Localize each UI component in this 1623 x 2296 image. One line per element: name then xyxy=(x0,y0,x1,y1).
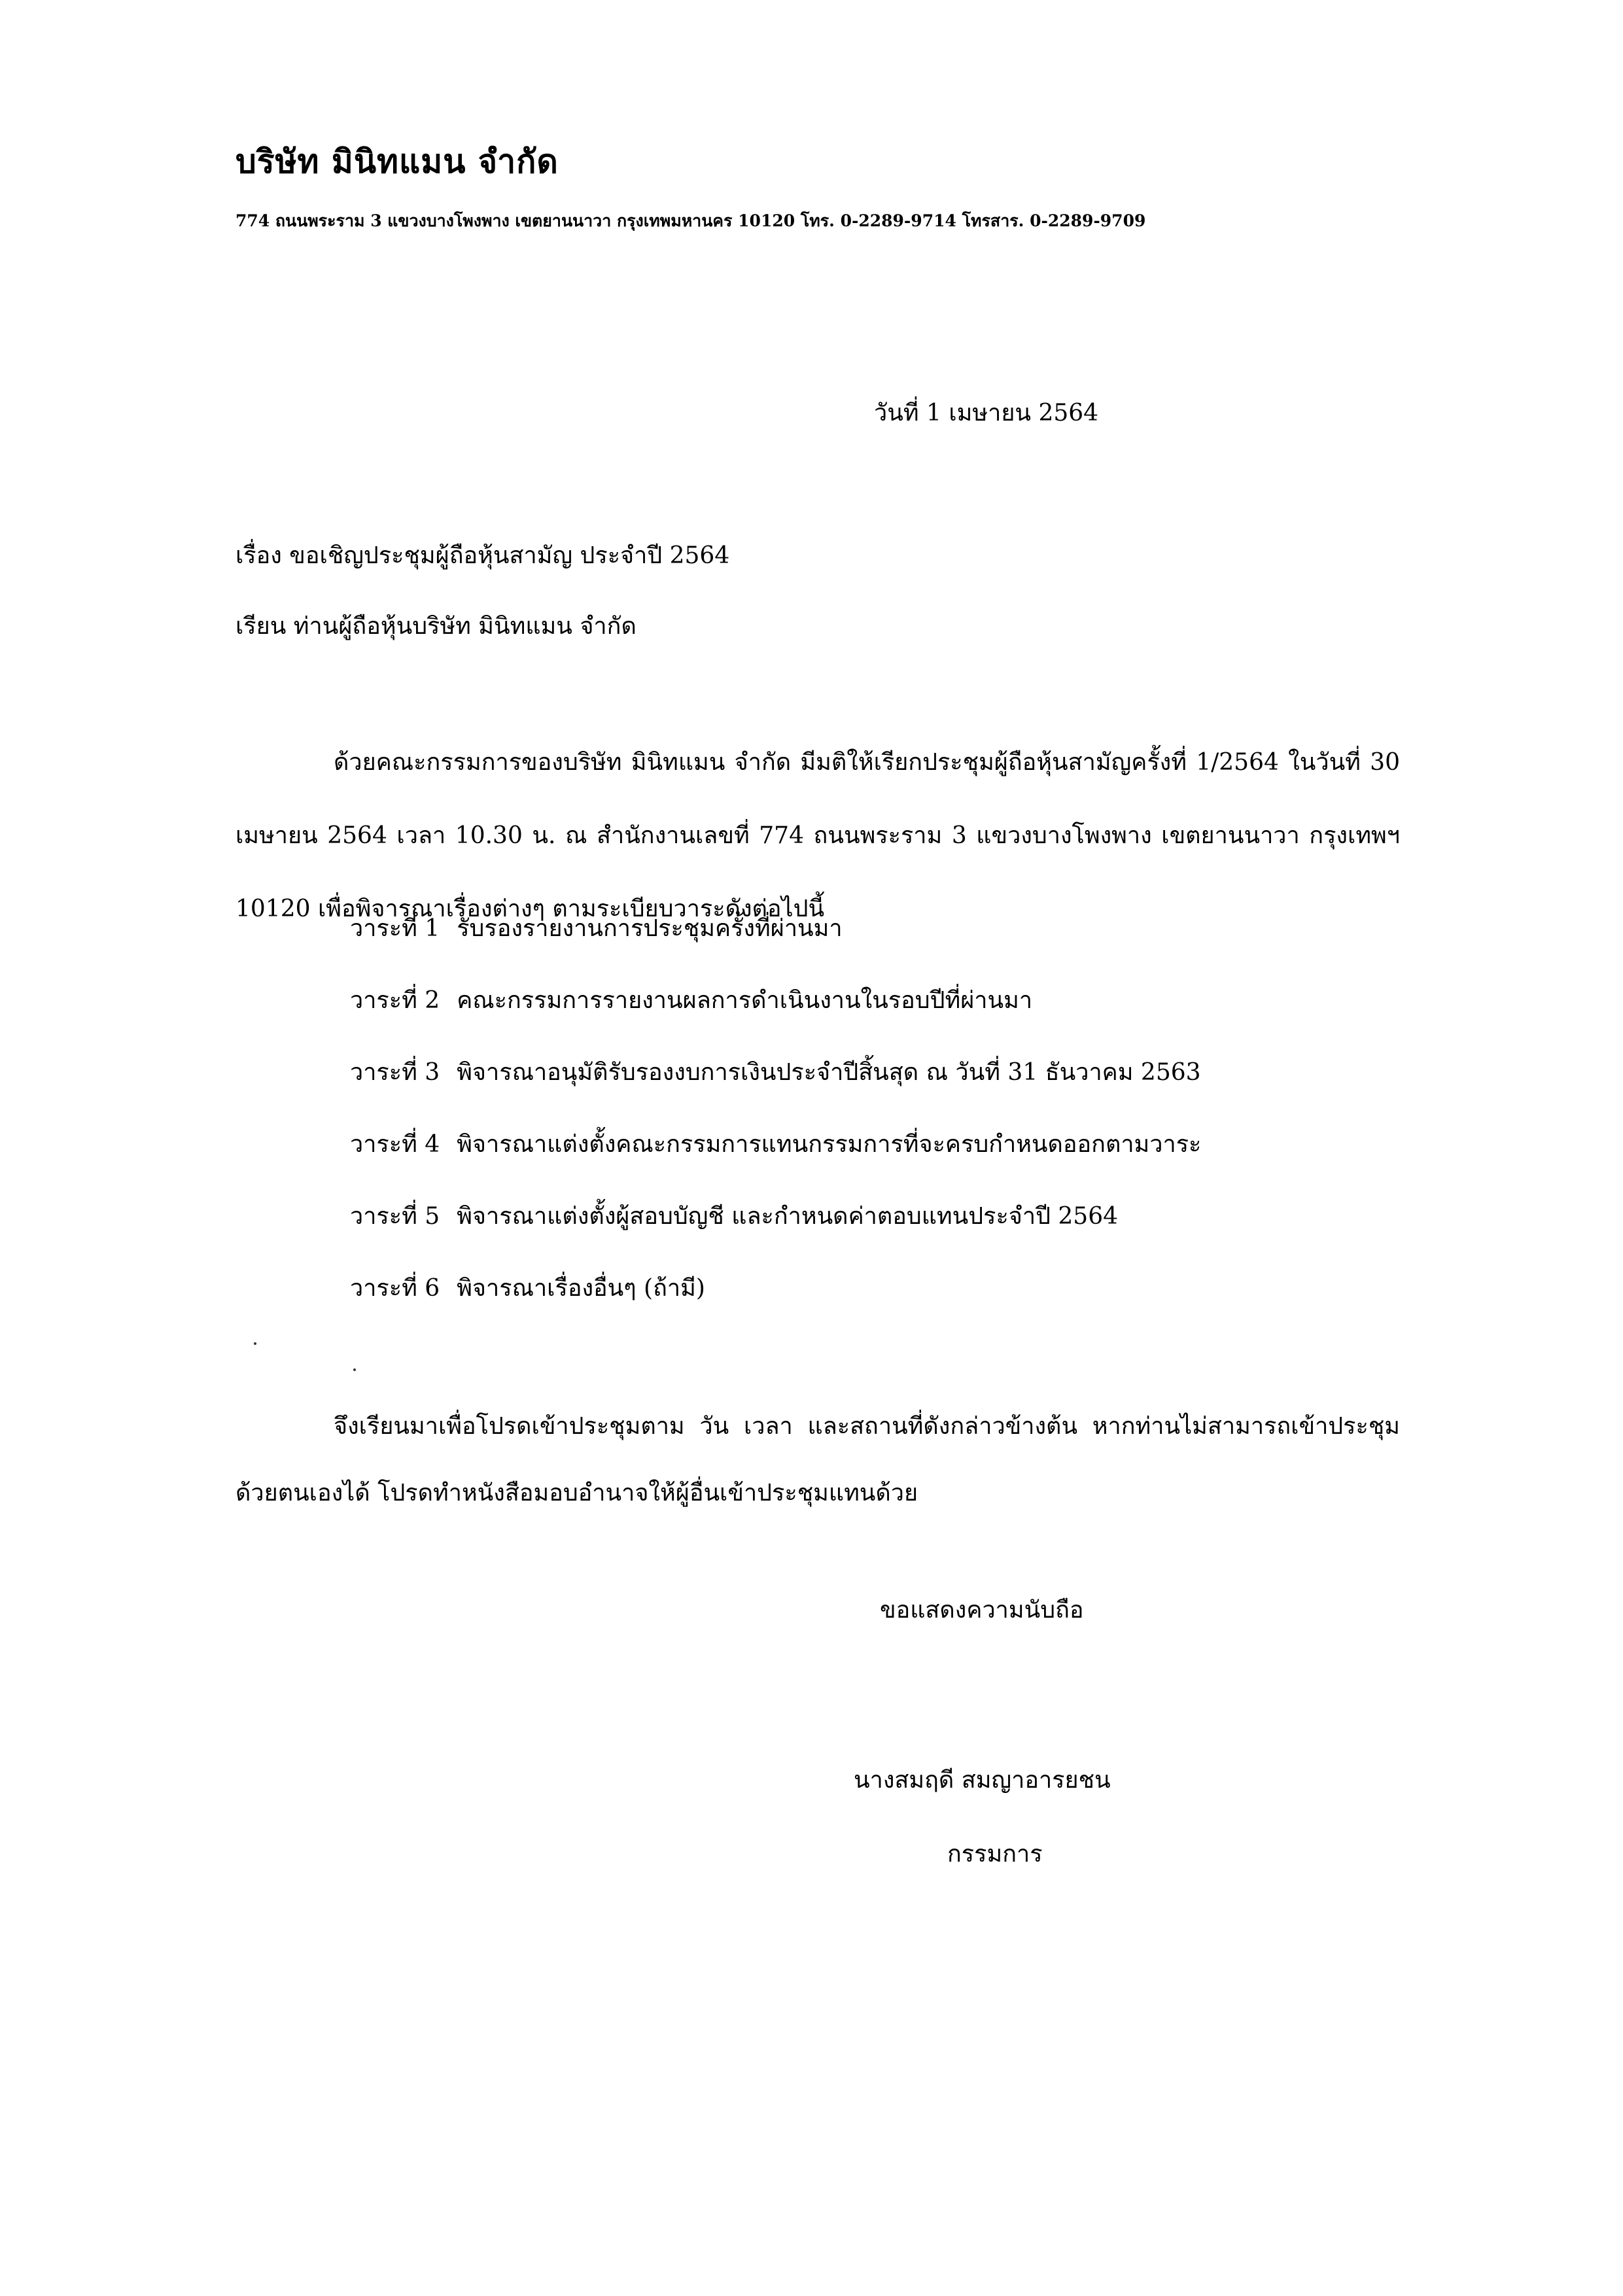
company-address: 774 ถนนพระราม 3 แขวงบางโพงพาง เขตยานนาวา กรุงเทพมหานคร 10120 โทร. 0-2289-9714 โทรสาร. 0-2289-9709 xyxy=(236,211,1146,230)
letter-body-paragraph: ด้วยคณะกรรมการของบริษัท มินิทแมน จำกัด มีมติให้เรียกประชุมผู้ถือหุ้นสามัญครั้งที่ 1/2564 ในวันที่ 30 เมษายน 2564 เวลา 10.30 น. ณ สำนักงานเลขที่ 774 ถนนพระราม 3 แขวงบางโพงพาง เขตยานนาวา กรุงเทพฯ 10120 เพื่อพิจารณาเรื่องต่างๆ ตามระเบียบวาระดังต่อไปนี้ xyxy=(236,749,1400,922)
company-name: บริษัท มินิทแมน จำกัด xyxy=(236,142,559,181)
agenda-item xyxy=(350,1198,1201,1270)
scan-speck xyxy=(254,1342,256,1345)
signer-title: กรรมการ xyxy=(947,1841,1043,1868)
signer-name: นางสมฤดี สมญาอารยชน xyxy=(854,1767,1111,1794)
agenda-item xyxy=(350,1054,1201,1126)
agenda-list xyxy=(350,911,1201,1342)
agenda-number: วาระที่ 5 xyxy=(350,1203,440,1230)
agenda-item xyxy=(350,1270,1201,1342)
agenda-text: คณะกรรมการรายงานผลการดำเนินงานในรอบปีที่ผ่านมา xyxy=(457,987,1033,1014)
agenda-text: พิจารณาเรื่องอื่นๆ (ถ้ามี) xyxy=(457,1275,705,1302)
agenda-text: พิจารณาอนุมัติรับรองงบการเงินประจำปีสิ้นสุด ณ วันที่ 31 ธันวาคม 2563 xyxy=(457,1059,1201,1086)
agenda-text: พิจารณาแต่งตั้งคณะกรรมการแทนกรรมการที่จะครบกำหนดออกตามวาระ xyxy=(457,1131,1202,1158)
agenda-number: วาระที่ 3 xyxy=(350,1059,440,1086)
closing-paragraph: จึงเรียนมาเพื่อโปรดเข้าประชุมตาม วัน เวลา และสถานที่ดังกล่าวข้างต้น หากท่านไม่สามารถเข้าประชุมด้วยตนเองได้ โปรดทำหนังสือมอบอำนาจให้ผู้อื่นเข้าประชุมแทนด้วย xyxy=(236,1413,1400,1506)
agenda-text: พิจารณาแต่งตั้งผู้สอบบัญชี และกำหนดค่าตอบแทนประจำปี 2564 xyxy=(457,1203,1118,1230)
agenda-number: วาระที่ 6 xyxy=(350,1275,440,1302)
agenda-number: วาระที่ 1 xyxy=(350,915,440,942)
letter-subject: เรื่อง ขอเชิญประชุมผู้ถือหุ้นสามัญ ประจำปี 2564 xyxy=(236,542,730,569)
letter-date: วันที่ 1 เมษายน 2564 xyxy=(874,400,1099,426)
agenda-item xyxy=(350,1126,1201,1198)
scan-speck xyxy=(353,1368,356,1371)
agenda-item xyxy=(350,911,1201,983)
letter-recipient: เรียน ท่านผู้ถือหุ้นบริษัท มินิทแมน จำกัด xyxy=(236,613,637,640)
agenda-text: รับรองรายงานการประชุมครั้งที่ผ่านมา xyxy=(457,915,843,942)
agenda-item xyxy=(350,983,1201,1054)
agenda-number: วาระที่ 2 xyxy=(350,987,440,1014)
closing-salutation: ขอแสดงความนับถือ xyxy=(880,1597,1084,1624)
agenda-number: วาระที่ 4 xyxy=(350,1131,440,1158)
